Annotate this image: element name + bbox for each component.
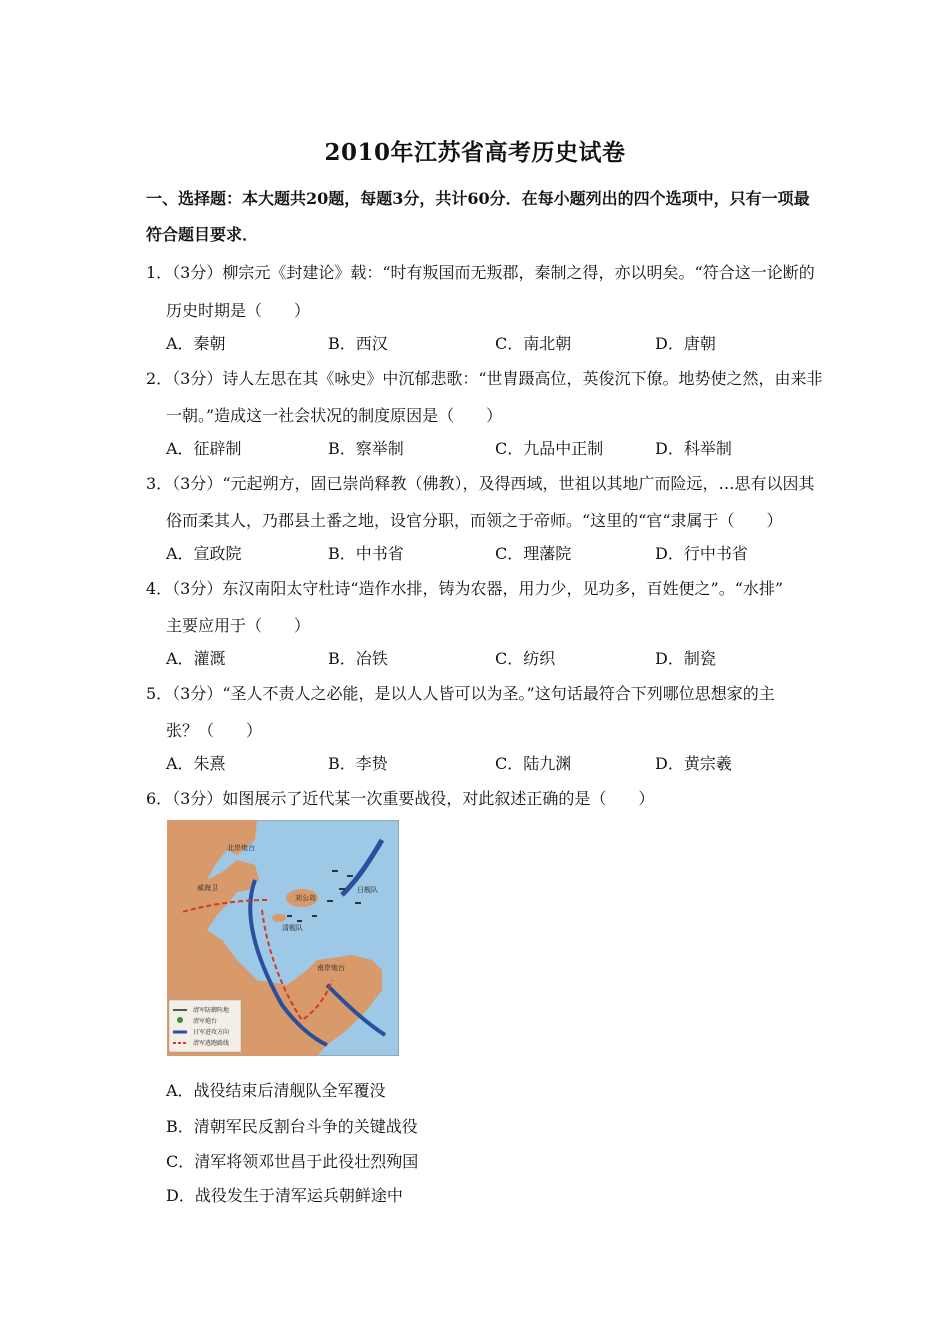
question-3-line-1: 3．（3分）“元起朔方，固已崇尚释教（佛教），及得西域，世祖以其地广而险远，…思有以因其 [146,474,815,493]
question-4-line-2: 主要应用于（ ） [166,616,311,635]
question-5-line-1: 5．（3分）“圣人不责人之必能，是以人人皆可以为圣。”这句话最符合下列哪位思想家的主 [146,684,775,703]
map-label: 南岸炮台 [317,964,345,972]
question-2-line-2: 一朝。”造成这一社会状况的制度原因是（ ） [166,406,503,425]
question-6-option-b: B．清朝军民反割台斗争的关键战役 [166,1117,418,1136]
question-6-line-1: 6．（3分）如图展示了近代某一次重要战役，对此叙述正确的是（ ） [146,789,655,808]
question-4-line-1: 4．（3分）东汉南阳太守杜诗“造作水排，铸为农器，用力少，见功多，百姓便之”。“水排” [146,579,784,598]
question-4-option-a: A．灌溉 [166,649,226,668]
battle-map-svg [167,820,399,1056]
question-4-option-d: D．制瓷 [655,649,716,668]
question-2-option-c: C．九品中正制 [495,439,604,458]
question-3-option-a: A．宣政院 [166,544,242,563]
map-label: 日舰队 [357,886,378,894]
map-label: 北岸炮台 [227,844,255,852]
question-6-option-d: D．战役发生于清军运兵朝鲜途中 [166,1186,403,1205]
page-title: 2010年江苏省高考历史试卷 [324,139,626,166]
question-5-option-a: A．朱熹 [166,754,226,773]
question-3-option-b: B．中书省 [328,544,404,563]
map-label: 刘公岛 [295,894,316,902]
legend-fort-icon [177,1017,183,1023]
question-2-option-b: B．察举制 [328,439,404,458]
question-5-option-b: B．李贽 [328,754,388,773]
legend-label: 日军进攻方向 [193,1029,230,1036]
question-3-option-d: D．行中书省 [655,544,748,563]
question-5-option-c: C．陆九渊 [495,754,572,773]
question-1-line-1: 1．（3分）柳宗元《封建论》载：“时有叛国而无叛郡，秦制之得，亦以明矣。“符合这一论断的 [146,263,815,282]
question-5-line-2: 张？（ ） [166,721,263,740]
question-1-option-a: A．秦朝 [166,334,226,353]
question-3-option-c: C．理藩院 [495,544,572,563]
question-5-option-d: D．黄宗羲 [655,754,732,773]
question-2-line-1: 2．（3分）诗人左思在其《咏史》中沉郁悲歌：“世胄蹑高位，英俊沉下僚。地势使之然，由来非 [146,369,823,388]
question-3-line-2: 俗而柔其人，乃郡县土番之地，设官分职，而领之于帝师。“这里的“官“隶属于（ ） [166,511,783,530]
question-6-option-a: A．战役结束后清舰队全军覆没 [166,1081,386,1100]
question-2-option-a: A．征辟制 [166,439,242,458]
map-label: 威海卫 [197,884,218,892]
question-1-option-d: D．唐朝 [655,334,716,353]
question-1-option-b: B．西汉 [328,334,388,353]
question-1-line-2: 历史时期是（ ） [166,301,311,320]
question-6-option-c: C．清军将领邓世昌于此役壮烈殉国 [166,1152,419,1171]
section-heading: 一、选择题：本大题共20题，每题3分，共计60分．在每小题列出的四个选项中，只有一项最符合题目要求． [146,189,810,244]
question-1-option-c: C．南北朝 [495,334,572,353]
legend-label: 清军逃跑路线 [193,1040,230,1047]
legend-label: 清军炮台 [193,1018,218,1025]
legend-label: 清军防御阵地 [193,1007,230,1014]
question-2-option-d: D．科举制 [655,439,732,458]
map-label: 清舰队 [282,924,303,932]
question-4-option-b: B．冶铁 [328,649,388,668]
battle-map-figure [167,820,399,1056]
question-4-option-c: C．纺织 [495,649,556,668]
